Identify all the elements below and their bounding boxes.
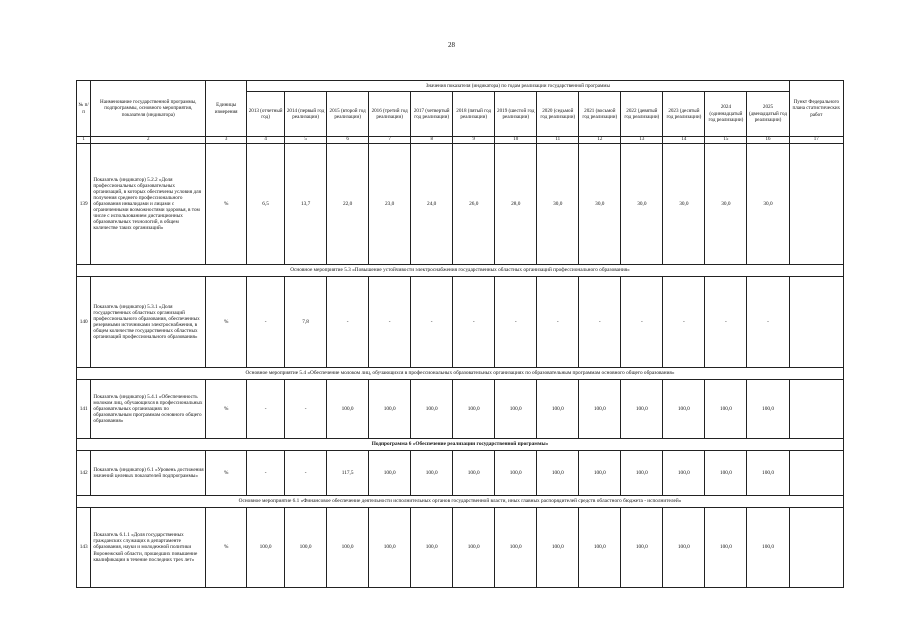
value-cell: 30,0	[621, 144, 663, 265]
header-year: 2017 (четвертый год реализации)	[411, 92, 453, 137]
value-cell: 100,0	[579, 508, 621, 588]
header-year: 2022 (девятый год реализации)	[621, 92, 663, 137]
unit-cell: %	[206, 277, 247, 368]
plan-cell	[789, 380, 843, 439]
header-year: 2014 (первый год реализации)	[285, 92, 327, 137]
value-cell: 100,0	[453, 380, 495, 439]
table-row	[77, 508, 844, 588]
value-cell: 100,0	[411, 451, 453, 496]
value-cell: 100,0	[369, 508, 411, 588]
value-cell: -	[247, 277, 285, 368]
header-year: 2019 (шестой год реализации)	[495, 92, 537, 137]
header-year: 2025 (двенадцатый год реализации)	[747, 92, 789, 137]
plan-cell	[789, 144, 843, 265]
value-cell: 100,0	[453, 508, 495, 588]
value-cell: 100,0	[327, 508, 369, 588]
value-cell: -	[495, 277, 537, 368]
value-cell: -	[537, 277, 579, 368]
column-number: 13	[621, 137, 663, 144]
value-cell: -	[411, 277, 453, 368]
value-cell: 100,0	[453, 451, 495, 496]
value-cell: -	[285, 451, 327, 496]
page-number: 28	[448, 41, 455, 49]
table-row	[77, 144, 844, 265]
column-number: 14	[663, 137, 705, 144]
value-cell: 13,7	[285, 144, 327, 265]
section-row	[77, 439, 844, 451]
column-number: 6	[327, 137, 369, 144]
section-title: Основное мероприятие 5.3 «Повышение устойчивости электроснабжения государственных областных организаций профессионального образования»	[77, 265, 844, 277]
value-cell: 100,0	[621, 451, 663, 496]
value-cell: 22,0	[327, 144, 369, 265]
value-cell: 100,0	[579, 380, 621, 439]
value-cell: 100,0	[369, 380, 411, 439]
unit-cell: %	[206, 508, 247, 588]
indicator-name: Показатель (индикатор) 5.4.1 «Обеспеченность молоком лиц, обучающихся в профессиональных образовательных организациях по образовательным программам основного общего образования»	[91, 380, 206, 439]
value-cell: 30,0	[537, 144, 579, 265]
plan-cell	[789, 277, 843, 368]
column-number: 11	[537, 137, 579, 144]
column-number: 17	[789, 137, 843, 144]
header-year: 2021 (восьмой год реализации)	[579, 92, 621, 137]
value-cell: -	[369, 277, 411, 368]
value-cell: 100,0	[621, 508, 663, 588]
section-row	[77, 496, 844, 508]
value-cell: -	[285, 380, 327, 439]
value-cell: 26,0	[453, 144, 495, 265]
column-number: 10	[495, 137, 537, 144]
value-cell: 100,0	[663, 380, 705, 439]
value-cell: 100,0	[705, 451, 747, 496]
value-cell: -	[579, 277, 621, 368]
value-cell: 100,0	[747, 508, 789, 588]
column-number: 16	[747, 137, 789, 144]
header-year: 2024 (одиннадцатый год реализации)	[705, 92, 747, 137]
header-year: 2013 (отчетный год)	[247, 92, 285, 137]
value-cell: -	[747, 277, 789, 368]
value-cell: 23,0	[369, 144, 411, 265]
header-values-group: Значения показателя (индикатора) по годам реализации государственной программы	[247, 81, 789, 92]
section-row	[77, 368, 844, 380]
value-cell: 100,0	[411, 380, 453, 439]
value-cell: 100,0	[495, 451, 537, 496]
value-cell: 100,0	[663, 451, 705, 496]
plan-cell	[789, 508, 843, 588]
value-cell: 100,0	[285, 508, 327, 588]
header-name: Наименование государственной программы, подпрограммы, основного мероприятия, показателя (индикатора)	[91, 81, 206, 137]
value-cell: 100,0	[537, 508, 579, 588]
value-cell: 100,0	[621, 380, 663, 439]
value-cell: 7,8	[285, 277, 327, 368]
header-year: 2020 (седьмой год реализации)	[537, 92, 579, 137]
value-cell: 100,0	[537, 380, 579, 439]
value-cell: -	[453, 277, 495, 368]
value-cell: 100,0	[537, 451, 579, 496]
value-cell: 100,0	[705, 380, 747, 439]
value-cell: 30,0	[579, 144, 621, 265]
value-cell: -	[621, 277, 663, 368]
indicator-name: Показатель 6.1.1 «Доля государственных гражданских служащих в департаменте образования, науки и молодежной политики Воронежской области, прошедших повышение квалификации в течение последних трех лет»	[91, 508, 206, 588]
table-row	[77, 380, 844, 439]
value-cell: 100,0	[369, 451, 411, 496]
indicators-table	[76, 80, 844, 588]
column-number: 2	[91, 137, 206, 144]
column-number: 5	[285, 137, 327, 144]
value-cell: 100,0	[411, 508, 453, 588]
row-number: 142	[77, 451, 91, 496]
section-title: Основное мероприятие 5.4 «Обеспечение молоком лиц, обучающихся в профессиональных образовательных организациях по образовательным программам основного общего образования»	[77, 368, 844, 380]
table-row	[77, 277, 844, 368]
header-year: 2018 (пятый год реализации)	[453, 92, 495, 137]
section-row	[77, 265, 844, 277]
indicator-name: Показатель (индикатор) 5.3.1 «Доля государственных областных организаций профессионального образования, обеспеченных резервными источниками электроснабжения, в общем количестве государственных областных организаций профессионального образования»	[91, 277, 206, 368]
header-plan: Пункт Федерального плана статистических работ	[789, 81, 843, 137]
row-number: 143	[77, 508, 91, 588]
header-year: 2023 (десятый год реализации)	[663, 92, 705, 137]
value-cell: -	[705, 277, 747, 368]
value-cell: 100,0	[747, 451, 789, 496]
section-title: Подпрограмма 6 «Обеспечение реализации государственной программы»	[77, 439, 844, 451]
value-cell: -	[327, 277, 369, 368]
header-year: 2016 (третий год реализации)	[369, 92, 411, 137]
row-number: 139	[77, 144, 91, 265]
column-number: 1	[77, 137, 91, 144]
value-cell: 100,0	[327, 380, 369, 439]
unit-cell: %	[206, 451, 247, 496]
indicator-name: Показатель (индикатор) 6.1 «Уровень достижения значений целевых показателей подпрограммы»	[91, 451, 206, 496]
row-number: 140	[77, 277, 91, 368]
column-number: 8	[411, 137, 453, 144]
value-cell: 100,0	[705, 508, 747, 588]
column-number: 7	[369, 137, 411, 144]
value-cell: -	[663, 277, 705, 368]
value-cell: 100,0	[747, 380, 789, 439]
column-number: 9	[453, 137, 495, 144]
column-number: 4	[247, 137, 285, 144]
value-cell: 100,0	[247, 508, 285, 588]
value-cell: 30,0	[747, 144, 789, 265]
unit-cell: %	[206, 380, 247, 439]
value-cell: 117,5	[327, 451, 369, 496]
value-cell: 100,0	[663, 508, 705, 588]
table-row	[77, 451, 844, 496]
value-cell: 100,0	[495, 508, 537, 588]
header-no: № п/п	[77, 81, 91, 137]
value-cell: 100,0	[579, 451, 621, 496]
column-number: 3	[206, 137, 247, 144]
value-cell: -	[247, 451, 285, 496]
plan-cell	[789, 451, 843, 496]
column-number: 12	[579, 137, 621, 144]
table-header	[77, 81, 844, 144]
value-cell: -	[247, 380, 285, 439]
row-number: 141	[77, 380, 91, 439]
value-cell: 28,0	[495, 144, 537, 265]
column-number: 15	[705, 137, 747, 144]
section-title: Основное мероприятие 6.1 «Финансовое обеспечение деятельности исполнительных органов государственной власти, иных главных распорядителей средств областного бюджета - исполнителей»	[77, 496, 844, 508]
indicator-name: Показатель (индикатор) 5.2.2 «Доля профессиональных образовательных организаций, в которых обеспечены условия для получения среднего профессионального образования инвалидами и лицами с ограниченными возможностями здоровья, в том числе с использованием дистанционных образовательных технологий, в общем количестве таких организаций»	[91, 144, 206, 265]
unit-cell: %	[206, 144, 247, 265]
value-cell: 30,0	[705, 144, 747, 265]
value-cell: 100,0	[495, 380, 537, 439]
header-year: 2015 (второй год реализации)	[327, 92, 369, 137]
header-unit: Единицы измерения	[206, 81, 247, 137]
table-body	[77, 144, 844, 588]
value-cell: 30,0	[663, 144, 705, 265]
value-cell: 6,5	[247, 144, 285, 265]
value-cell: 24,0	[411, 144, 453, 265]
